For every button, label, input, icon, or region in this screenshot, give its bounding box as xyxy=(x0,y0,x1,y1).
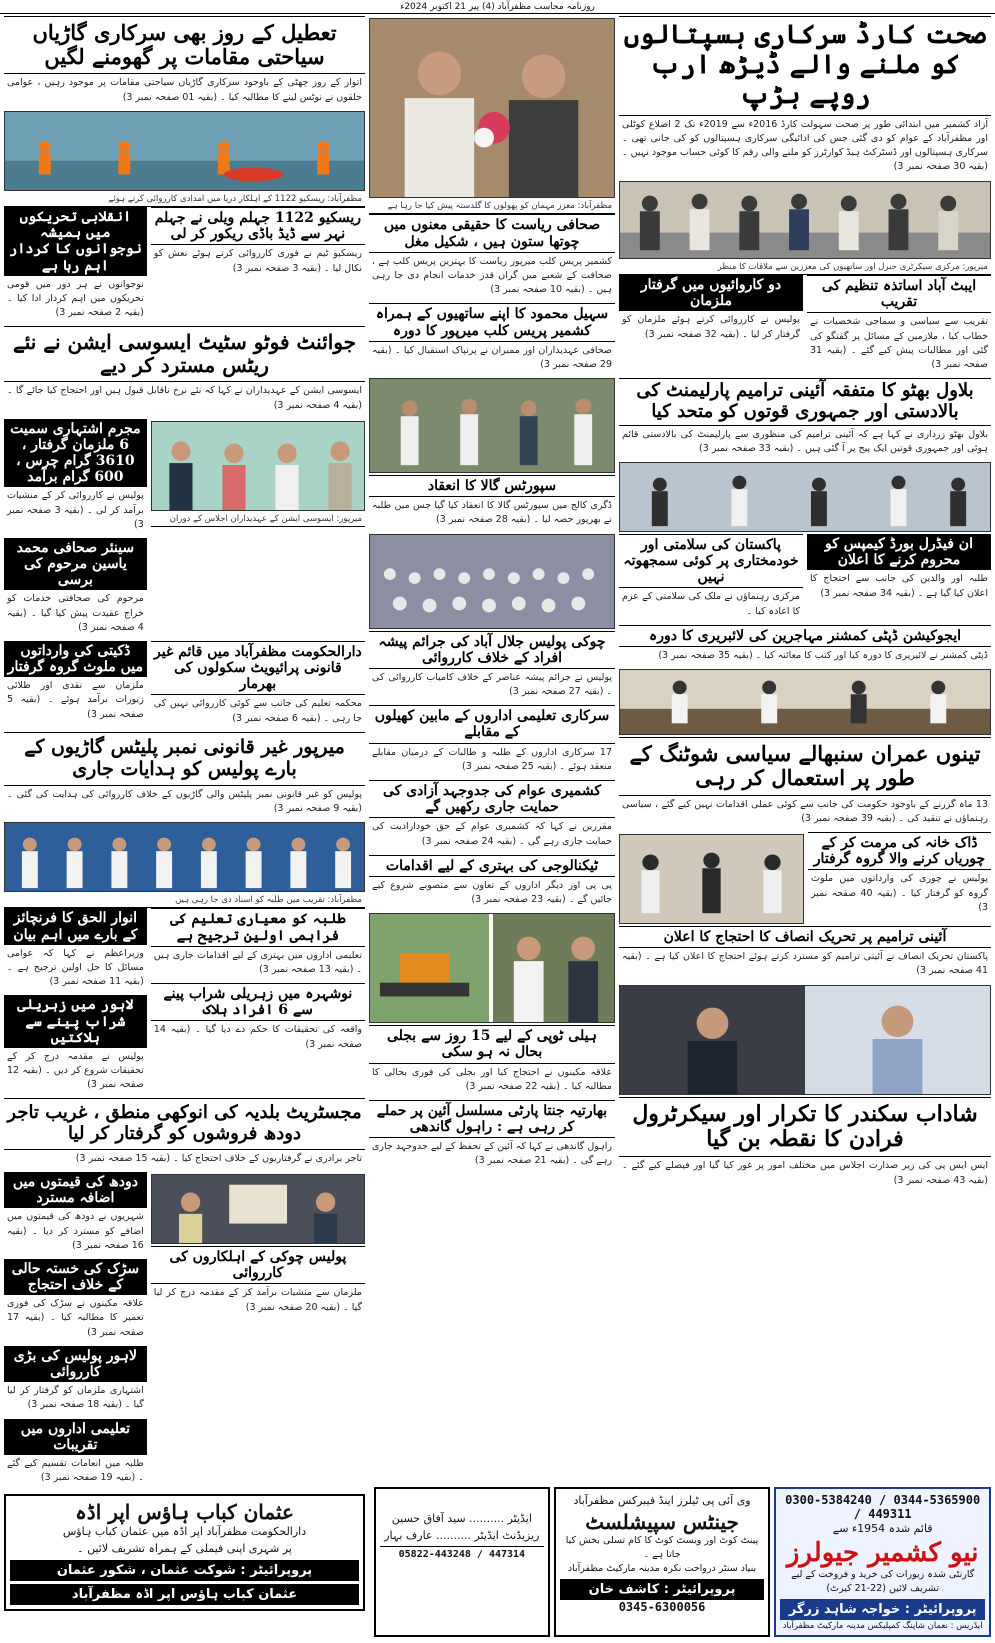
headline: لاہور میں زہریلی شراب پینے سے ہلاکتیں xyxy=(4,995,147,1047)
library-photo-image xyxy=(620,670,990,734)
photo-library xyxy=(619,669,991,735)
photo-police xyxy=(619,985,991,1095)
story-road xyxy=(4,1259,147,1342)
story-drugs xyxy=(4,419,147,534)
ad-established: قائم شدہ 1954ء سے xyxy=(832,1522,933,1535)
story-body: مرکزی رہنماؤں نے ملک کی سلامتی کے عزم کا اعادہ کیا ۔ xyxy=(622,591,800,617)
story-shadab xyxy=(619,1097,991,1190)
photo-prayer xyxy=(619,834,804,924)
story-rahul xyxy=(369,1100,615,1171)
story-body: علاقہ مکینوں نے سڑک کی فوری تعمیر کا مطالبہ کیا ۔ (بقیہ 17 صفحہ نمبر 3) xyxy=(7,1298,144,1338)
headline: تعطیل کے روز بھی سرکاری گاڑیاں سیاحتی مقامات پر گھومنے لگیں xyxy=(4,16,365,74)
story-lahore-liquor xyxy=(4,995,147,1094)
ad-title: نیو کشمیر جیولرز xyxy=(786,1537,979,1568)
headline: سینئر صحافی محمد یاسین مرحوم کی برسی xyxy=(4,538,147,590)
bottom-ads xyxy=(374,1487,991,1637)
story-arrests xyxy=(619,275,803,374)
story-police-post xyxy=(151,1246,365,1317)
police-photo-image xyxy=(620,986,990,1094)
story-body: شہریوں نے دودھ کی قیمتوں میں اضافے کو مسترد کر دیا ۔ (بقیہ 16 صفحہ نمبر 3) xyxy=(7,1211,144,1251)
photo-caption: مظفرآباد: تقریب میں طلبہ کو اسناد دی جا رہی ہیں xyxy=(4,894,365,908)
rescue-photo-image xyxy=(5,112,364,190)
headline: پاکستان کی سلامتی اور خودمختاری پر کوئی سمجھوتہ نہیں xyxy=(619,534,803,588)
shop-photo-image xyxy=(152,1175,364,1243)
story-body: پی پی اور دیگر اداروں کے تعاون سے منصوبے شروع کیے جائیں گے ۔ (بقیہ 23 صفحہ نمبر 3) xyxy=(372,879,612,906)
story-federal-board xyxy=(807,534,991,621)
story-body: ڈگری کالج میں سپورٹس گالا کا انعقاد کیا گیا جس میں طلبہ نے بھرپور حصہ لیا ۔ (بقیہ 28 صفحہ نمبر 3) xyxy=(372,500,612,526)
headline: جوائنٹ فوٹو سٹیٹ ایسوسی ایشن نے نئے ریٹس مسترد کر دیے xyxy=(4,326,365,382)
ad-kabab-house xyxy=(4,1494,365,1611)
students-photo-image xyxy=(5,823,364,891)
story-body: وزیراعظم نے کہا کہ عوامی مسائل کا حل اولین ترجیح ہے ۔ (بقیہ 11 صفحہ نمبر 3) xyxy=(7,947,144,988)
headline: پولیس چوکی کے اہلکاروں کی کارروائی xyxy=(151,1246,365,1284)
headline: طلبہ کو معیاری تعلیم کی فراہمی اولین ترجیح ہے xyxy=(151,908,365,946)
story-body: تاجر برادری نے گرفتاریوں کے خلاف احتجاج کیا ۔ (بقیہ 15 صفحہ نمبر 3) xyxy=(75,1152,362,1164)
photo-students xyxy=(4,822,365,892)
group-photo-image xyxy=(620,182,990,258)
story-body: ایس ایس پی کی زیر صدارت اجلاس میں مختلف امور پر غور کیا گیا اور فیصلے کیے گئے ۔ (بقیہ 43 صفحہ نمبر 3) xyxy=(622,1160,988,1186)
story-body: علاقہ مکینوں نے احتجاج کیا اور بجلی کی فوری بحالی کا مطالبہ کیا ۔ (بقیہ 22 صفحہ نمبر 3) xyxy=(372,1066,612,1092)
ad-title: عثمان کباب ہاؤس اپر اڈہ xyxy=(75,1500,294,1525)
headline: انقلابی تحریکوں میں ہمیشہ نوجوانوں کا کردار اہم رہا ہے xyxy=(4,207,147,275)
photo-caption: مظفرآباد: ریسکیو 1122 کے اہلکار دریا میں امدادی کارروائی کرتے ہوئے xyxy=(4,193,365,207)
story-events xyxy=(4,1419,147,1488)
headline: تعلیمی اداروں میں تقریبات xyxy=(4,1419,147,1455)
ad-line: پینٹ کوٹ اور ویسٹ کوٹ کا کام تسلی بخش کیا جاتا ہے ۔ xyxy=(565,1534,759,1560)
story-govt-vehicles xyxy=(4,16,365,107)
middle-column xyxy=(369,16,615,1483)
story-body: تقریب سے سیاسی و سماجی شخصیات نے خطاب کیا ، ملازمین کے مسائل پر گفتگو کی گئی اور مطالبات پیش کیے گئے ۔ (بقیہ 31 صفحہ نمبر 3) xyxy=(810,316,988,371)
story-school-games xyxy=(369,705,615,776)
ad-phone: 0345-6300056 xyxy=(618,1600,706,1615)
story-rescue-body xyxy=(151,207,365,322)
headline: بھارتیہ جنتا پارٹی مسلسل آئین پر حملے کر رہی ہے : راہول گاندھی xyxy=(369,1100,615,1138)
association-photo-image xyxy=(152,422,364,510)
story-body: مرحوم کی صحافتی خدمات کو خراج عقیدت پیش کیا گیا ۔ (بقیہ 4 صفحہ نمبر 3) xyxy=(7,593,144,633)
story-body: کشمیر پریس کلب میرپور ریاست کا بہترین پریس کلب ہے ، صحافت کے شعبے میں گراں قدر خدمات انجام دی جا رہی ہیں ۔ (بقیہ 10 صفحہ نمبر 3) xyxy=(372,255,612,296)
story-theft-gang xyxy=(808,832,991,922)
story-body: راہول گاندھی نے کہا کہ آئین کے تحفظ کے لیے جدوجہد جاری رہے گی ۔ (بقیہ 21 صفحہ نمبر 3) xyxy=(372,1141,612,1167)
photo-bouquet xyxy=(369,18,615,198)
headline: دودھ کی قیمتوں میں اضافہ مسترد xyxy=(4,1172,147,1208)
headline: صحت کارڈ سرکاری ہسپتالوں کو ملنے والے ڈیڑھ ارب روپے ہڑپ xyxy=(619,16,991,116)
story-body: آزاد کشمیر میں ابتدائی طور پر صحت سہولت کارڈ 2016ء سے 2019ء تک 2 اضلاع کوٹلی اور مظفرآباد کے عوام کو دی گئی جس کی ادائیگی سرکاری ہسپتالوں کو کی جانی تھی ۔ سرکاری ہسپتالوں اور ڈسٹرکٹ ہیڈ کوارٹرز کو ملنے والی رقم کا کوئی حساب موجود نہیں ۔ (بقیہ 30 صفحہ نمبر 3) xyxy=(622,118,988,173)
headline: ایجوکیشن ڈپٹی کمشنر مہاجرین کی لائبریری کا دورہ xyxy=(619,625,991,647)
masthead: روزنامہ محاسب مظفرآباد (4) پیر 21 اکتوبر 2024ء xyxy=(0,0,995,14)
headline: بلاول بھٹو کا متفقہ آئینی ترامیم پارلیمنٹ کی بالادستی اور جمہوری قوتوں کو متحد کیا xyxy=(619,378,991,425)
ad-address: ایڈریس : نعمان شاپنگ کمپلیکس مدینہ مارکیٹ مظفرآباد xyxy=(782,1621,983,1631)
headline: ریسکیو 1122 جہلم ویلی نے جہلم نہر سے ڈیڈ باڈی ریکور کر لی xyxy=(151,207,365,245)
story-body: ملزمان سے نقدی اور طلائی زیورات برآمد ہوئے ۔ (بقیہ 5 صفحہ نمبر 3) xyxy=(7,680,144,720)
story-nowshera xyxy=(151,983,365,1054)
ad-title: جینٹس سپیشلسٹ xyxy=(585,1509,739,1534)
story-jalalabad-police xyxy=(369,631,615,702)
bouquet-photo-image xyxy=(370,19,614,197)
headline: ڈکیتی کی وارداتوں میں ملوث گروہ گرفتار xyxy=(4,641,147,677)
story-body: بلاول بھٹو زرداری نے کہا ہے کہ آئینی ترامیم کی منظوری سے پارلیمنٹ کی بالادستی قائم ہوئی اور جمہوری قوتیں ایک پیج پر آ گئی ہیں ۔ (بقیہ 33 صفحہ نمبر 3) xyxy=(622,428,988,454)
headline: مجسٹریٹ بلدیہ کی انوکھی منطق ، غریب تاجر دودھ فروشوں کو گرفتار کر لیا xyxy=(4,1098,365,1149)
headline: نوشہرہ میں زہریلی شراب پینے سے 6 افراد ہلاک xyxy=(151,983,365,1021)
photo-caption: میرپور: ایسوسی ایشن کے عہدیداران اجلاس کے دوران xyxy=(151,513,365,527)
story-electricity xyxy=(369,1025,615,1096)
headline: ایبٹ آباد اساتذہ تنظیم کی تقریب xyxy=(807,275,991,313)
story-body: طلبہ اور والدین کی جانب سے احتجاج کا اعلان کیا گیا ہے ۔ (بقیہ 34 صفحہ نمبر 3) xyxy=(810,573,988,599)
headline: ہیلی ٹوپی کے لیے 15 روز سے بجلی بحال نہ ہو سکی xyxy=(369,1025,615,1063)
story-body: پولیس نے مقدمہ درج کر کے تحقیقات شروع کر دیں ۔ (بقیہ 12 صفحہ نمبر 3) xyxy=(7,1050,144,1091)
headline: شاداب سکندر کا تکرار اور سیکرٹرول فرادن کا نقطہ بن گیا xyxy=(619,1097,991,1158)
headline: انوار الحق کا فرنچائز کے بارے میں اہم بیان xyxy=(4,908,147,944)
story-body: ریسکیو ٹیم نے فوری کارروائی کرتے ہوئے نعش کو نکال لیا ۔ (بقیہ 3 صفحہ نمبر 3) xyxy=(153,248,362,274)
ad-owner: پروپرائیٹر : خواجہ شاہد زرگر xyxy=(780,1599,985,1620)
photo-rescue xyxy=(4,111,365,191)
story-body: پولیس نے کارروائی کر کے منشیات برآمد کر لی ۔ (بقیہ 3 صفحہ نمبر 3) xyxy=(7,490,144,530)
headline: دو کاروائیوں میں گرفتار ملزمان xyxy=(619,275,803,311)
story-health-card xyxy=(619,16,991,177)
story-quality-education xyxy=(151,908,365,979)
excavator-photo-image xyxy=(370,914,614,1022)
story-body: ملزمان سے منشیات برآمد کر کے مقدمہ درج کر لیا گیا ۔ (بقیہ 20 صفحہ نمبر 3) xyxy=(153,1287,362,1313)
photo-excavator xyxy=(369,913,615,1023)
story-youth xyxy=(4,207,147,322)
story-magistrate xyxy=(4,1098,365,1168)
story-library xyxy=(619,625,991,665)
headline: لاہور پولیس کی بڑی کارروائی xyxy=(4,1346,147,1382)
story-body: پاکستان تحریک انصاف نے آئینی ترامیم کو مسترد کرتے ہوئے احتجاج کا اعلان کیا ہے ۔ (بقیہ 41 صفحہ نمبر 3) xyxy=(622,951,988,977)
headline: سڑک کی خستہ حالی کے خلاف احتجاج xyxy=(4,1259,147,1295)
story-body: پولیس کو غیر قانونی نمبر پلیٹس والی گاڑیوں کے خلاف کارروائی کی ہدایت کی گئی ۔ (بقیہ 9 صفحہ نمبر 3) xyxy=(7,788,362,814)
story-teachers xyxy=(807,275,991,374)
story-body: نوجوانوں نے ہر دور میں قومی تحریکوں میں اہم کردار ادا کیا ۔ (بقیہ 2 صفحہ نمبر 3) xyxy=(7,278,144,319)
editor-line: ایڈیٹر .......... سید آفاق حسین xyxy=(391,1512,532,1525)
prayer-photo-image xyxy=(620,835,803,923)
photo-shop xyxy=(151,1174,365,1244)
story-lahore-police xyxy=(4,1346,147,1415)
story-body: پولیس نے جرائم پیشہ عناصر کے خلاف کامیاب کارروائی کی ۔ (بقیہ 27 صفحہ نمبر 3) xyxy=(372,671,612,698)
story-body: 17 سرکاری اداروں کے طلبہ و طالبات کے درمیان مقابلے منعقد ہوئے ۔ (بقیہ 25 صفحہ نمبر 3) xyxy=(372,746,612,772)
story-body: واقعہ کی تحقیقات کا حکم دے دیا گیا ۔ (بقیہ 14 صفحہ نمبر 3) xyxy=(153,1024,362,1050)
photo-group xyxy=(619,181,991,259)
headline: ڈاک خانہ کی مرمت کر کے چوریاں کرنے والا گروہ گرفتار xyxy=(808,832,991,870)
photo-association xyxy=(151,421,365,511)
ad-phone: 0300-5384240 / 0344-5365900 / 449311 xyxy=(785,1493,981,1521)
story-anwar xyxy=(4,908,147,991)
story-body: 13 ماہ گزرنے کے باوجود حکومت کی جانب سے کوئی عملی اقدامات نہیں کیے گئے ، سیاسی رہنماؤں نے تنقید کی ۔ (بقیہ 39 صفحہ نمبر 3) xyxy=(622,798,988,824)
story-body: اتوار کے روز چھٹی کے باوجود سرکاری گاڑیاں سیاحتی مقامات پر موجود رہیں ، عوامی حلقوں نے نوٹس لینے کا مطالبہ کیا ۔ (بقیہ 01 صفحہ نمبر 3) xyxy=(7,77,362,103)
story-body: صحافی عہدیداران اور ممبران نے پرتپاک استقبال کیا ۔ (بقیہ 29 صفحہ نمبر 3) xyxy=(372,344,612,370)
story-body: پولیس نے کارروائی کرتے ہوئے ملزمان کو گرفتار کر لیا ۔ (بقیہ 32 صفحہ نمبر 3) xyxy=(622,314,800,340)
ad-owner: پروپرائیٹر : کاشف خان xyxy=(560,1579,765,1600)
headline: چوکی پولیس جلال آباد کی جرائم پیشہ افراد کے خلاف کارروائی xyxy=(369,631,615,669)
ad-owners: پروپرائیٹر : شوکت عثمان ، شکور عثمان xyxy=(10,1560,359,1581)
story-sovereignty xyxy=(619,534,803,621)
ad-footer: عثمان کباب ہاؤس اپر اڈہ مظفرآباد xyxy=(10,1584,359,1605)
ad-line: بنیاد سنٹر درواحت نکرہ مدینہ مارکیٹ مظفرآباد xyxy=(567,1563,757,1574)
photo-meeting xyxy=(619,462,991,532)
headline: سپورٹس گالا کا انعقاد xyxy=(369,475,615,497)
story-imran xyxy=(619,737,991,828)
headline: تینوں عمران سنبھالے سیاسی شوٹنگ کے طور پر استعمال کر رہی xyxy=(619,737,991,795)
headline: میرپور غیر قانونی نمبر پلیٹس گاڑیوں کے بارے پولیس کو ہدایات جاری xyxy=(4,732,365,786)
right-column xyxy=(619,16,991,1637)
story-body: اشتہاری ملزمان کو گرفتار کر لیا گیا ۔ (بقیہ 18 صفحہ نمبر 3) xyxy=(7,1385,144,1411)
story-yasin xyxy=(4,538,147,637)
headline: کشمیری عوام کی جدوجہد آزادی کی حمایت جاری رکھیں گے xyxy=(369,780,615,818)
story-body: محکمہ تعلیم کی جانب سے کوئی کارروائی نہیں کی جا رہی ۔ (بقیہ 6 صفحہ نمبر 3) xyxy=(153,698,362,724)
headline: مجرم اشتہاری سمیت 6 ملزمان گرفتار ، 3610 گرام چرس ، 600 گرام برآمد xyxy=(4,419,147,487)
ad-editor xyxy=(374,1487,550,1637)
story-private-schools xyxy=(151,641,365,728)
ceremony-photo-image xyxy=(370,379,614,472)
ad-line: گارنٹی شدہ زیورات کی خرید و فروخت کے لیے تشریف لائیں (22-21 کیرٹ) xyxy=(791,1568,975,1594)
story-body: پولیس نے چوری کی وارداتوں میں ملوث گروہ کو گرفتار کیا ۔ (بقیہ 40 صفحہ نمبر 3) xyxy=(811,873,989,913)
story-body: تعلیمی اداروں میں بہتری کے لیے اقدامات جاری ہیں ۔ (بقیہ 13 صفحہ نمبر 3) xyxy=(153,949,362,975)
story-pti-protest xyxy=(619,926,991,981)
story-body: ڈپٹی کمشنر نے لائبریری کا دورہ کیا اور کتب کا معائنہ کیا ۔ (بقیہ 35 صفحہ نمبر 3) xyxy=(658,650,988,662)
meeting-photo-image xyxy=(620,463,990,531)
left-column xyxy=(4,16,365,1637)
headline: دارالحکومت مظفرآباد میں قائم غیر قانونی پرائیویٹ سکولوں کی بھرمار xyxy=(151,641,365,695)
story-robbery xyxy=(4,641,147,728)
photo-ceremony xyxy=(369,378,615,473)
ad-phone: 05822-443248 / 447314 xyxy=(398,1549,526,1560)
ad-jewellers xyxy=(774,1487,991,1637)
headline: صحافی ریاست کا حقیقی معنوں میں چوتھا ستون ہیں ، شکیل مغل xyxy=(369,214,615,252)
headline: ان فیڈرل بورڈ کیمپس کو محروم کرنے کا اعلان xyxy=(807,534,991,570)
ad-tailor xyxy=(554,1487,771,1637)
story-milk xyxy=(4,1172,147,1255)
ad-line: پر شہری اپنی فیملی کے ہمراہ تشریف لائیں ۔ xyxy=(77,1541,292,1555)
story-journalists xyxy=(369,214,615,299)
story-body: ایسوسی ایشن کے عہدیداران نے کہا کہ نئے نرخ ناقابل قبول ہیں اور احتجاج کیا جائے گا ۔ (بقیہ 4 صفحہ نمبر 3) xyxy=(7,385,362,411)
ad-line: دارالحکومت مظفرآباد اپر اڈہ میں عثمان کباب ہاؤس xyxy=(62,1525,307,1539)
story-kashmir-support xyxy=(369,780,615,851)
photo-caption: مظفرآباد: معزز مہمان کو پھولوں کا گلدستہ پیش کیا جا رہا ہے xyxy=(369,200,615,214)
story-photostat xyxy=(4,326,365,415)
story-number-plates xyxy=(4,732,365,818)
story-sports-gala xyxy=(369,475,615,530)
headline: سرکاری تعلیمی اداروں کے مابین کھیلوں کے مقابلے xyxy=(369,705,615,743)
resident-editor-line: ریزیڈنٹ ایڈیٹر .......... عارف بہار xyxy=(384,1528,540,1542)
headline: سہیل محمود کا اپنے ساتھیوں کے ہمراہ کشمیر پریس کلب میرپور کا دورہ xyxy=(369,303,615,341)
story-body: طلبہ میں انعامات تقسیم کیے گئے ۔ (بقیہ 19 صفحہ نمبر 3) xyxy=(7,1457,144,1484)
story-technology xyxy=(369,855,615,910)
story-press-club xyxy=(369,303,615,374)
ad-line: وی آئی پی ٹیلرز اینڈ فیبرکس مظفرآباد xyxy=(573,1494,751,1507)
story-bilawal xyxy=(619,378,991,458)
headline: ٹیکنالوجی کی بہتری کے لیے اقدامات xyxy=(369,855,615,877)
headline: آئینی ترامیم پر تحریک انصاف کا احتجاج کا اعلان xyxy=(619,926,991,948)
photo-crowd xyxy=(369,534,615,629)
crowd-photo-image xyxy=(370,535,614,628)
story-body: مقررین نے کہا کہ کشمیری عوام کے حق خودارادیت کی حمایت جاری رہے گی ۔ (بقیہ 24 صفحہ نمبر 3) xyxy=(372,821,612,847)
photo-caption: میرپور: مرکزی سیکرٹری جنرل اور ساتھیوں کی معززین سے ملاقات کا منظر xyxy=(619,261,991,275)
